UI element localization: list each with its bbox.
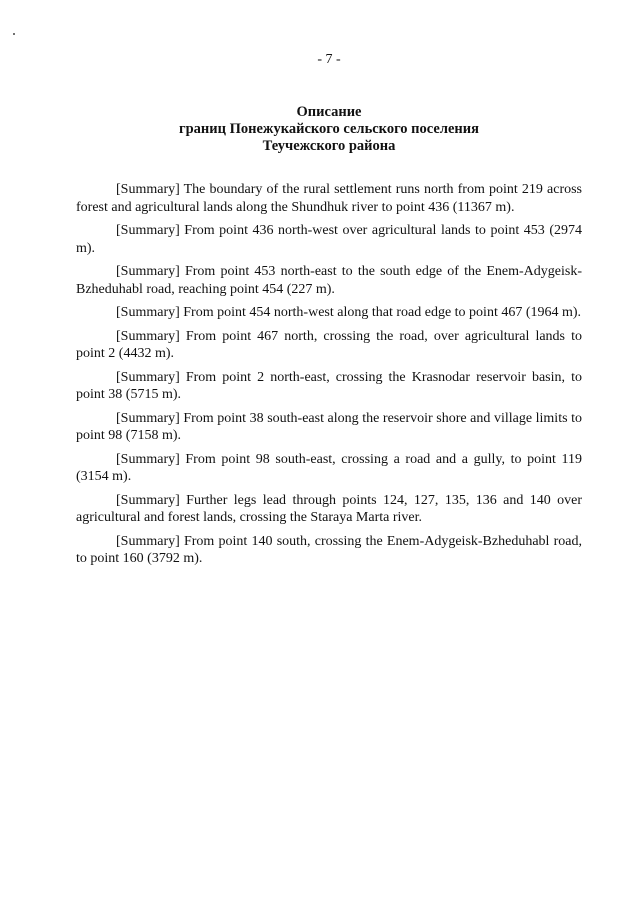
- heading-subtitle: границ Понежукайского сельского поселения: [179, 121, 479, 137]
- paragraph: [Summary] The boundary of the rural settlement runs north from point 219 across forest and agricultural lands along the Shundhuk river to point 436 (11367 m).: [76, 182, 582, 215]
- paragraph: [Summary] From point 38 south-east along the reservoir shore and village limits to point 98 (7158 m).: [76, 410, 582, 443]
- paragraph: [Summary] From point 467 north, crossing the road, over agricultural lands to point 2 (4432 m).: [76, 328, 582, 361]
- document-heading: [76, 104, 582, 155]
- heading-title: Описание: [296, 104, 362, 120]
- paragraph: [Summary] From point 436 north-west over agricultural lands to point 453 (2974 m).: [76, 223, 582, 256]
- boundary-description: [76, 181, 582, 568]
- paragraph: [Summary] From point 453 north-east to the south edge of the Enem-Adygeisk-Bzheduhabl road, reaching point 454 (227 m).: [76, 264, 582, 297]
- paragraph: [Summary] Further legs lead through points 124, 127, 135, 136 and 140 over agricultural and forest lands, crossing the Staraya Marta river.: [76, 492, 582, 525]
- paragraph: [Summary] From point 140 south, crossing the Enem-Adygeisk-Bzheduhabl road, to point 160 (3792 m).: [76, 533, 582, 566]
- paragraph: [Summary] From point 2 north-east, crossing the Krasnodar reservoir basin, to point 38 (5715 m).: [76, 369, 582, 402]
- paragraph: [Summary] From point 98 south-east, crossing a road and a gully, to point 119 (3154 m).: [76, 451, 582, 484]
- paragraph: [Summary] From point 454 north-west along that road edge to point 467 (1964 m).: [116, 305, 582, 320]
- page-number: - 7 -: [317, 52, 341, 67]
- heading-district: Теучежского района: [262, 138, 396, 154]
- scan-speck: [13, 33, 15, 35]
